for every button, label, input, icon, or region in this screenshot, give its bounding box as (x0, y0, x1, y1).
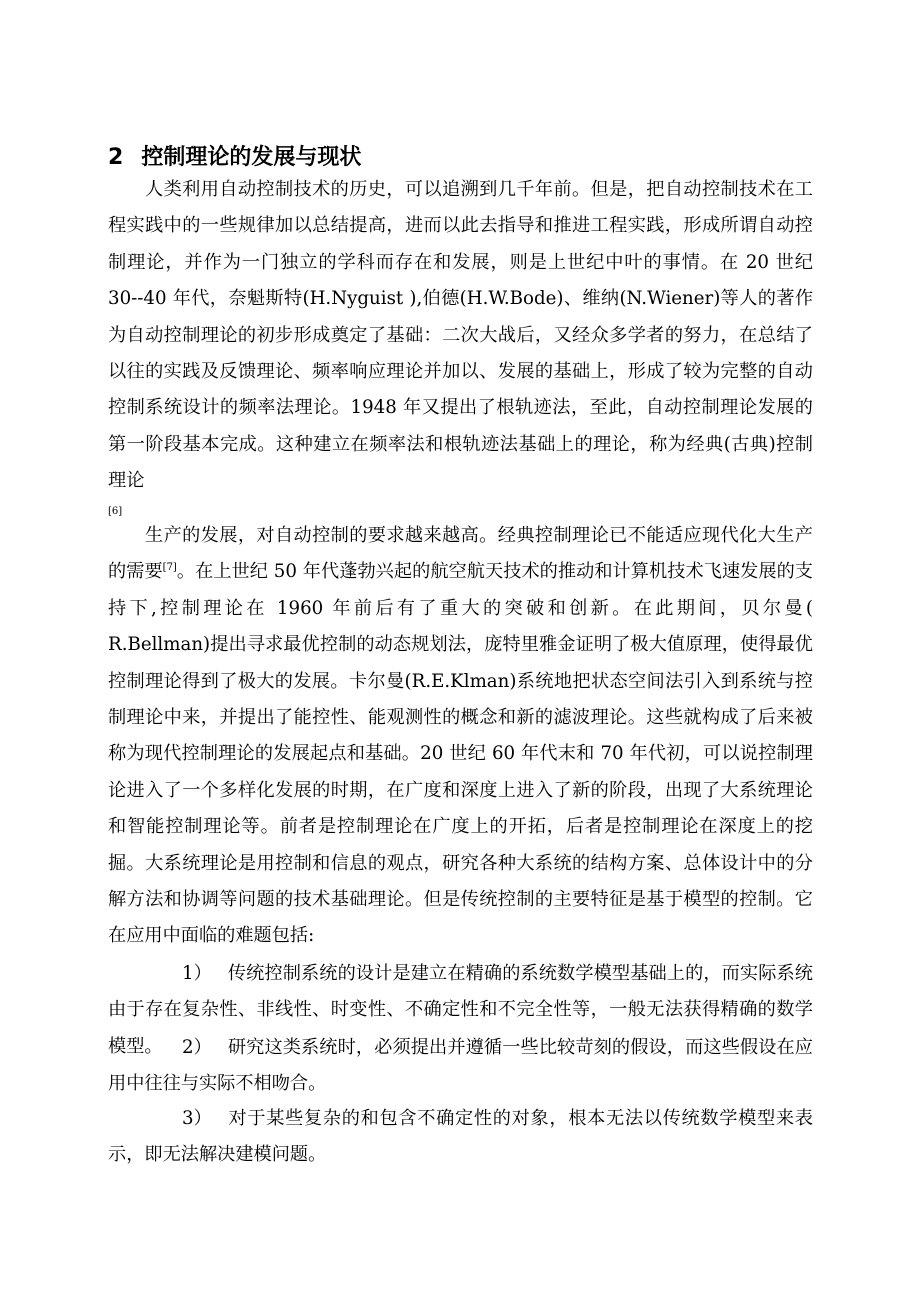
paragraph-development (108, 518, 813, 955)
citation-6: [6] (108, 505, 123, 517)
list-item (108, 1030, 813, 1103)
paragraph-development-text-b: 。在上世纪 50 年代蓬勃兴起的航空航天技术的推动和计算机技术飞速发展的支持下,控制理论在 1960 年前后有了重大的突破和创新。在此期间，贝尔曼( R.Bellman)提出寻求最优控制的动态规划法，庞特里雅金证明了极大值原理，使得最优控制理论得到了极大的发展。卡尔曼(R.E.Klman)系统地把状态空间法引入到系统与控制理论中来，并提出了能控性、能观测性的概念和新的滤波理论。这些就构成了后来被称为现代控制理论的发展起点和基础。20 世纪 60 年代末和 70 年代初，可以说控制理论进入了一个多样化发展的时期，在广度和深度上进入了新的阶段，出现了大系统理论和智能控制理论等。前者是控制理论在广度上的开拓，后者是控制理论在深度上的挖掘。大系统理论是用控制和信息的观点，研究各种大系统的结构方案、总体设计中的分解方法和协调等问题的技术基础理论。但是传统控制的主要特征是基于模型的控制。它在应用中面临的难题包括: (108, 561, 813, 947)
list-item-text: 对于某些复杂的和包含不确定性的对象，根本无法以传统数学模型来表示，即无法解决建模问题。 (108, 1108, 813, 1166)
list-item-marker: 2） (182, 1037, 212, 1058)
paragraph-development-text-a: 生产的发展，对自动控制的要求越来越高。经典控制理论已不能适应现代化大生产的需要 (108, 525, 813, 583)
citation-7: [7] (162, 562, 177, 574)
list-item-marker: 1） (182, 963, 212, 984)
list-item-text: 研究这类系统时，必须提出并遵循一些比较苛刻的假设，而这些假设在应用中往往与实际不相吻合。 (108, 1037, 813, 1095)
list-item-marker: 3） (182, 1108, 212, 1129)
list-item (108, 1101, 813, 1174)
section-title: 控制理论的发展与现状 (141, 145, 362, 170)
paragraph-history-text: 人类利用自动控制技术的历史，可以追溯到几千年前。但是，把自动控制技术在工程实践中的一些规律加以总结提高，进而以此去指导和推进工程实践，形成所谓自动控制理论，并作为一门独立的学科而存在和发展，则是上世纪中叶的事情。在 20 世纪 30--40 年代，奈魁斯特(H.Nyguist ),伯德(H.W.Bode)、维纳(N.Wiener)等人的著作为自动控制理论的初步形成奠定了基础：二次大战后，又经众多学者的努力，在总结了以往的实践及反馈理论、频率响应理论并加以、发展的基础上，形成了较为完整的自动控制系统设计的频率法理论。1948 年又提出了根轨迹法，至此，自动控制理论发展的第一阶段基本完成。这种建立在频率法和根轨迹法基础上的理论，称为经典(古典)控制理论 (108, 179, 813, 492)
list-item-text: 传统控制系统的设计是建立在精确的系统数学模型基础上的，而实际系统由于存在复杂性、非线性、时变性、不确定性和不完全性等，一般无法获得精确的数学模型。 (108, 963, 813, 1057)
section-number: 2 (108, 145, 124, 170)
paragraph-history (108, 172, 813, 524)
